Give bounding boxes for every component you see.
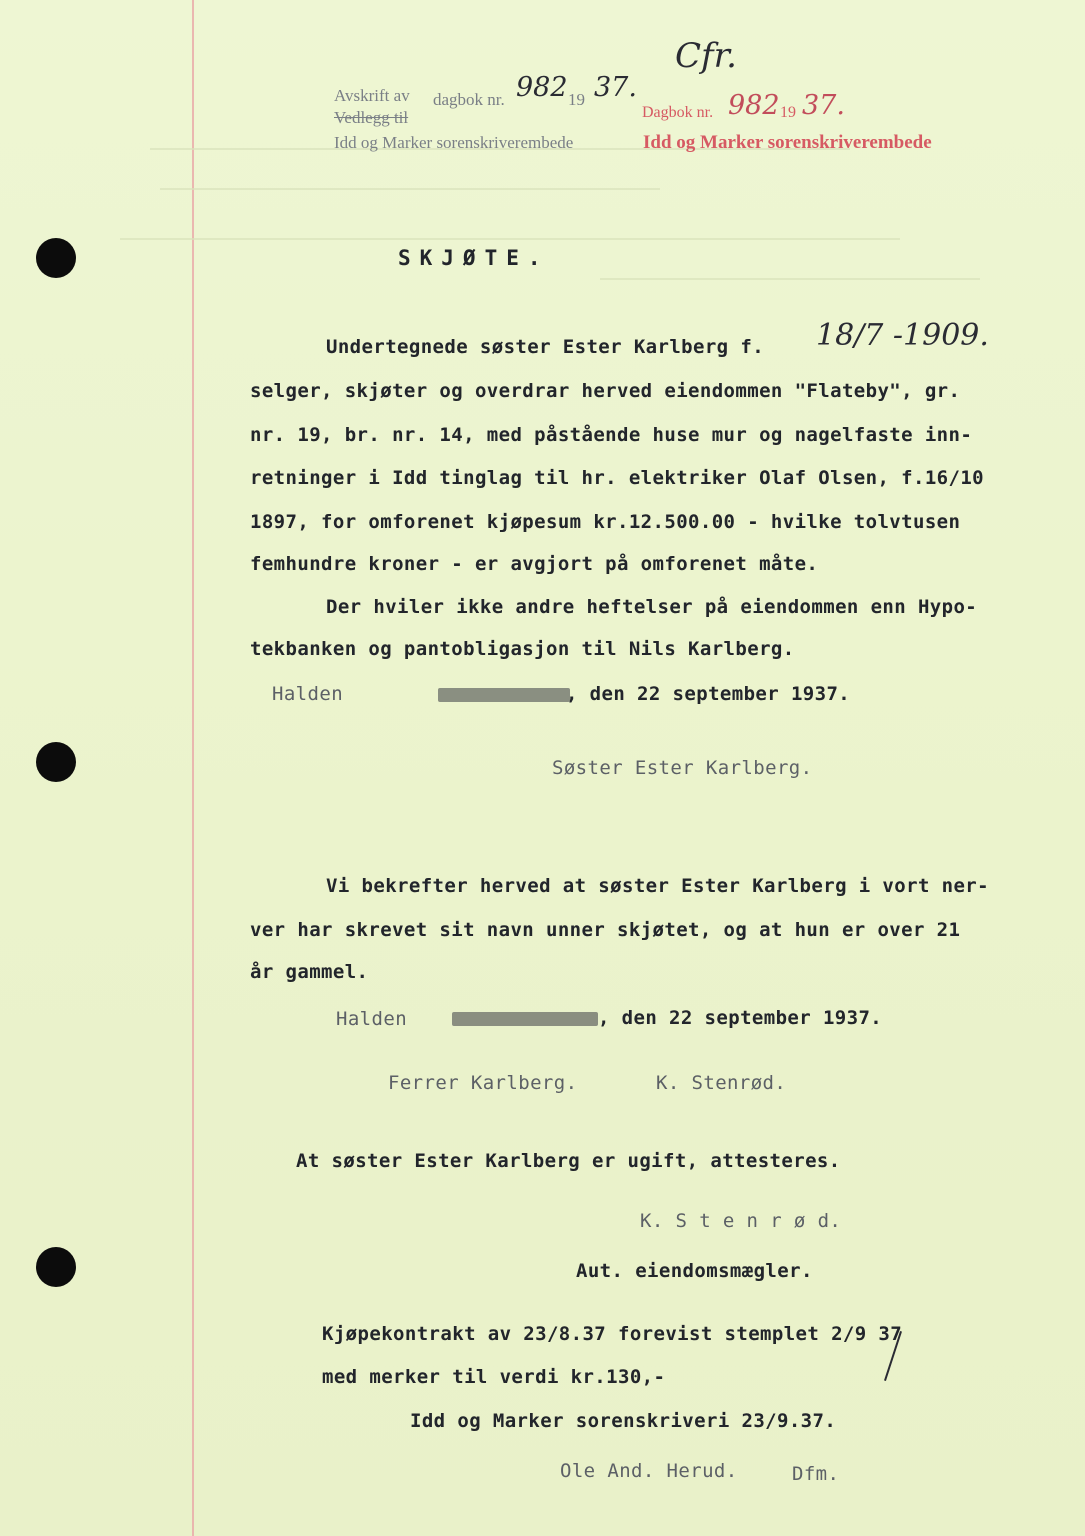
registry-line: Idd og Marker sorenskriveri 23/9.37. xyxy=(410,1410,837,1432)
journal-number: 982 xyxy=(516,72,568,103)
red-journal-number: 982 xyxy=(728,90,780,121)
clerk-signature: Ole And. Herud. xyxy=(560,1460,738,1482)
struck-out-place xyxy=(452,1012,598,1026)
bleed-through xyxy=(600,278,980,280)
copy-label: Avskrift av xyxy=(334,86,410,105)
paragraph-line: ver har skrevet sit navn unner skjøtet, og at hun er over 21 xyxy=(250,919,961,941)
document-title: SKJØTE. xyxy=(398,246,550,270)
registry-line: med merker til verdi kr.130,- xyxy=(322,1366,666,1388)
red-journal-label: Dagbok nr. xyxy=(642,104,714,121)
paragraph-line: Undertegnede søster Ester Karlberg f. xyxy=(326,336,765,358)
attestation: At søster Ester Karlberg er ugift, attesteres. xyxy=(296,1150,841,1172)
date: , den 22 september 1937. xyxy=(598,1007,883,1029)
place: Halden xyxy=(272,683,344,705)
paragraph-line: retninger i Idd tinglag til hr. elektriker Olaf Olsen, f.16/10 xyxy=(250,467,985,489)
paragraph-line: Der hviler ikke andre heftelser på eiendommen enn Hypo- xyxy=(326,596,978,618)
bleed-through xyxy=(160,188,660,190)
initials: Cfr. xyxy=(675,36,737,76)
paragraph-line: 1897, for omforenet kjøpesum kr.12.500.00 - hvilke tolvtusen xyxy=(250,511,961,533)
appendix-label: Vedlegg til xyxy=(334,108,409,127)
punch-hole xyxy=(36,238,76,278)
date: , den 22 september 1937. xyxy=(566,683,851,705)
journal-year-prefix: 19 xyxy=(568,90,585,109)
punch-hole xyxy=(36,742,76,782)
attestation-signature: K. S t e n r ø d. xyxy=(640,1210,842,1232)
paragraph-line: tekbanken og pantobligasjon til Nils Karlberg. xyxy=(250,638,795,660)
punch-hole xyxy=(36,1247,76,1287)
handwritten-birth-date: 18/7 -1909. xyxy=(816,318,989,353)
paragraph-line: nr. 19, br. nr. 14, med påstående huse mur og nagelfaste inn- xyxy=(250,424,973,446)
registry-line: Kjøpekontrakt av 23/8.37 forevist stemplet 2/9 37 xyxy=(322,1323,903,1345)
struck-out-place xyxy=(438,688,570,702)
margin-line xyxy=(192,0,194,1536)
red-journal-year: 37. xyxy=(802,90,845,121)
clerk-title: Dfm. xyxy=(792,1463,840,1485)
journal-year: 37. xyxy=(594,72,637,103)
paragraph-line: Vi bekrefter herved at søster Ester Karlberg i vort ner- xyxy=(326,875,989,897)
witness-signature: K. Stenrød. xyxy=(656,1072,787,1094)
paragraph-line: femhundre kroner - er avgjort på omforenet måte. xyxy=(250,553,819,575)
paragraph-line: selger, skjøter og overdrar herved eiendommen "Flateby", gr. xyxy=(250,380,961,402)
journal-label: dagbok nr. xyxy=(433,90,505,109)
office-stamp: Idd og Marker sorenskriverembede xyxy=(334,133,574,152)
red-year-prefix: 19 xyxy=(780,104,796,121)
signature: Søster Ester Karlberg. xyxy=(552,757,813,779)
red-office-stamp: Idd og Marker sorenskriverembede xyxy=(643,132,932,153)
place: Halden xyxy=(336,1008,408,1030)
paragraph-line: år gammel. xyxy=(250,961,369,983)
witness-signature: Ferrer Karlberg. xyxy=(388,1072,578,1094)
attestation-role: Aut. eiendomsmægler. xyxy=(576,1260,813,1282)
bleed-through xyxy=(120,238,900,240)
